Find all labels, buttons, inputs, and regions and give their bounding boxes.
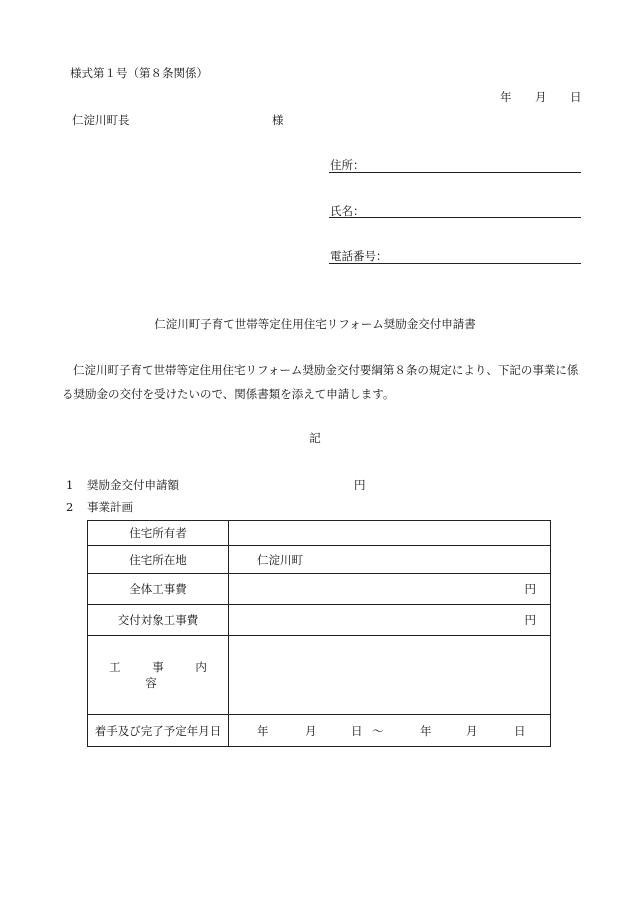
item-2-number: 2 [66,500,74,514]
total-cost-label: 全体工事費 [88,574,229,605]
location-value: 仁淀川町 [257,552,303,567]
item-1-number: 1 [66,478,74,492]
item-2-label: 事業計画 [87,500,133,514]
item-1-unit: 円 [354,478,366,492]
work-content-field[interactable] [229,636,551,715]
date-year-label: 年 [500,90,512,104]
body-paragraph: 仁淀川町子育て世帯等定住用住宅リフォーム奨励金交付要綱第８条の規定により、下記の事業に係る奨励金の交付を受けたいので、関係書類を添えて申請します。 [62,363,579,401]
table-row [88,605,551,636]
owner-field[interactable] [229,521,551,546]
table-row [88,574,551,605]
address-label: 住所： [330,158,365,172]
period-year-2: 年 [420,723,432,738]
phone-label: 電話番号： [330,249,388,263]
period-label: 着手及び完了予定年月日 [88,715,229,747]
table-row [88,636,551,715]
period-month-1: 月 [305,723,317,738]
location-label: 住宅所在地 [88,546,229,574]
date-month-label: 月 [535,90,547,104]
period-tilde: 〜 [372,723,384,738]
document-title: 仁淀川町子育て世帯等定住用住宅リフォーム奨励金交付申請書 [154,317,476,331]
address-field[interactable] [329,172,581,173]
eligible-cost-unit: 円 [524,613,536,627]
work-content-label: 工 事 内 容 [109,660,221,690]
name-field[interactable] [329,217,581,218]
owner-label: 住宅所有者 [88,521,229,546]
table-row [88,521,551,546]
eligible-cost-field[interactable] [229,605,551,636]
eligible-cost-label: 交付対象工事費 [88,605,229,636]
date-day-label: 日 [570,90,582,104]
phone-field[interactable] [329,263,581,264]
table-row [88,546,551,574]
location-field[interactable] [229,546,551,574]
period-month-2: 月 [466,723,478,738]
total-cost-unit: 円 [524,582,536,596]
form-number: 様式第１号（第８条関係） [70,66,208,80]
period-day-2: 日 [514,723,526,738]
ki-heading: 記 [309,431,321,445]
name-label: 氏名： [330,204,365,218]
table-row [88,715,551,747]
recipient-honorific: 様 [272,113,284,127]
period-day-1: 日 [351,723,363,738]
item-1-label: 奨励金交付申請額 [87,478,179,492]
period-field[interactable] [229,715,551,747]
project-plan-table [87,520,551,747]
recipient-name: 仁淀川町長 [72,113,130,127]
period-year-1: 年 [257,723,269,738]
total-cost-field[interactable] [229,574,551,605]
